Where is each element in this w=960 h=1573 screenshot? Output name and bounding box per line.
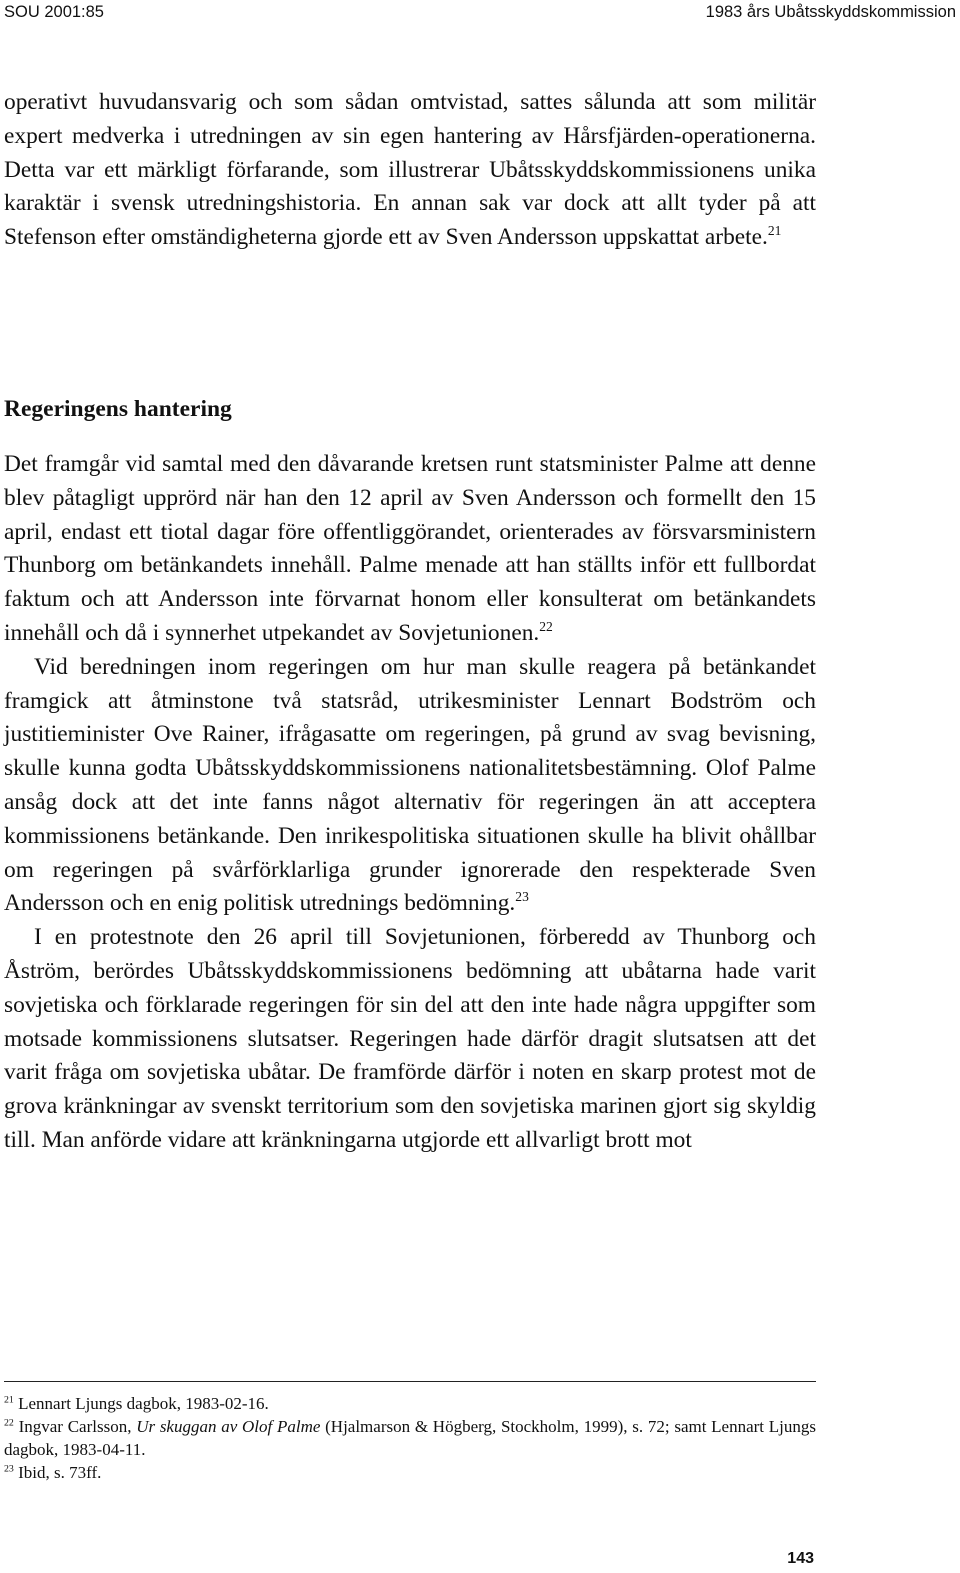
footnote-23: [4, 1461, 816, 1484]
footnote-text: Ingvar Carlsson,: [18, 1417, 137, 1436]
report-series-number: SOU 2001:85: [4, 3, 104, 21]
running-header: [0, 0, 960, 24]
body-paragraph-1: [4, 448, 816, 651]
footnote-number: 22: [4, 1417, 14, 1429]
footnote-separator: [4, 1381, 816, 1382]
intro-paragraph: [4, 86, 816, 255]
section-body: [4, 448, 816, 1158]
intro-paragraph-block: [4, 86, 816, 255]
footnote-ref-21: 21: [767, 223, 782, 239]
book-title: Ur skuggan av Olof Palme: [136, 1417, 321, 1436]
body-paragraph-text: Det framgår vid samtal med den dåvarande kretsen runt statsminister Palme att denne blev påtagligt upprörd när han den 12 april av Sven Andersson och formellt den 15 april, endast ett tiotal dagar före offentliggörandet, orienterades av försvarsministern Thunborg om betänkandets innehåll. Palme menade att han ställts inför ett fullbordat faktum och att Andersson inte förvarnat honom eller konsulterat om betänkandets innehåll och då i synnerhet utpekandet av Sovjetunionen.: [4, 451, 816, 646]
footnote-21: [4, 1392, 816, 1415]
footnotes: [4, 1392, 816, 1484]
body-paragraph-text: I en protestnote den 26 april till Sovjetunionen, förberedd av Thunborg och Åström, berördes Ubåtsskyddskommissionens bedömning att ubåtarna hade varit sovjetiska och förklarade regeringen för sin del att den inte hade några uppgifter som motsade kommissionens slutsatser. Regeringen hade därför dragit slutsatsen att det varit fråga om sovjetiska ubåtar. De framförde därför i noten en skarp protest mot de grova kränkningar av svenskt territorium som den sovjetiska marinen gjort sig skyldig till. Man anförde vidare att kränkningarna utgjorde ett allvarligt brott mot: [4, 924, 816, 1153]
footnote-text: Ibid, s. 73ff.: [18, 1463, 102, 1482]
footnote-text-continued: (Hjalmarson & Högberg, Stockholm, 1999), s. 72; samt Lennart Ljungs dagbok, 1983-04-11.: [4, 1417, 816, 1459]
section-heading: Regeringens hantering: [4, 396, 232, 422]
footnote-text: Lennart Ljungs dagbok, 1983-02-16.: [18, 1394, 269, 1413]
footnote-ref-22: 22: [539, 619, 553, 635]
body-paragraph-text: Vid beredningen inom regeringen om hur man skulle reagera på betänkandet framgick att åtminstone två statsråd, utrikesminister Lennart Bodström och justitieminister Ove Rainer, ifrågasatte om regeringen, på grund av svag bevisning, skulle kunna godta Ubåtsskyddskommissionens nationalitetsbestämning. Olof Palme ansåg dock att det inte fanns något alternativ för regeringen än att acceptera kommissionens betänkande. Den inrikespolitiska situationen skulle ha blivit ohållbar om regeringen på svårförklarliga grunder ignorerade den respekterade Sven Andersson och en enig politisk utrednings bedömning.: [4, 653, 816, 917]
intro-paragraph-text: operativt huvudansvarig och som sådan omtvistad, sattes sålunda att som militär expert medverka i utredningen av sin egen hantering av Hårsfjärden-operationerna. Detta var ett märkligt förfarande, som illustrerar Ubåtsskyddskommissionens unika karaktär i svensk utredningshistoria. En annan sak var dock att allt tyder på att Stefenson efter omständigheterna gjorde ett av Sven Andersson uppskattat arbete.: [4, 89, 816, 251]
footnote-22: [4, 1415, 816, 1461]
body-paragraph-3: [4, 921, 816, 1158]
footnote-number: 23: [4, 1463, 14, 1475]
page-number: 143: [787, 1550, 814, 1567]
chapter-title: 1983 års Ubåtsskyddskommission: [705, 3, 956, 21]
body-paragraph-2: [4, 651, 816, 921]
footnote-ref-23: 23: [515, 889, 529, 905]
footnote-number: 21: [4, 1394, 14, 1406]
